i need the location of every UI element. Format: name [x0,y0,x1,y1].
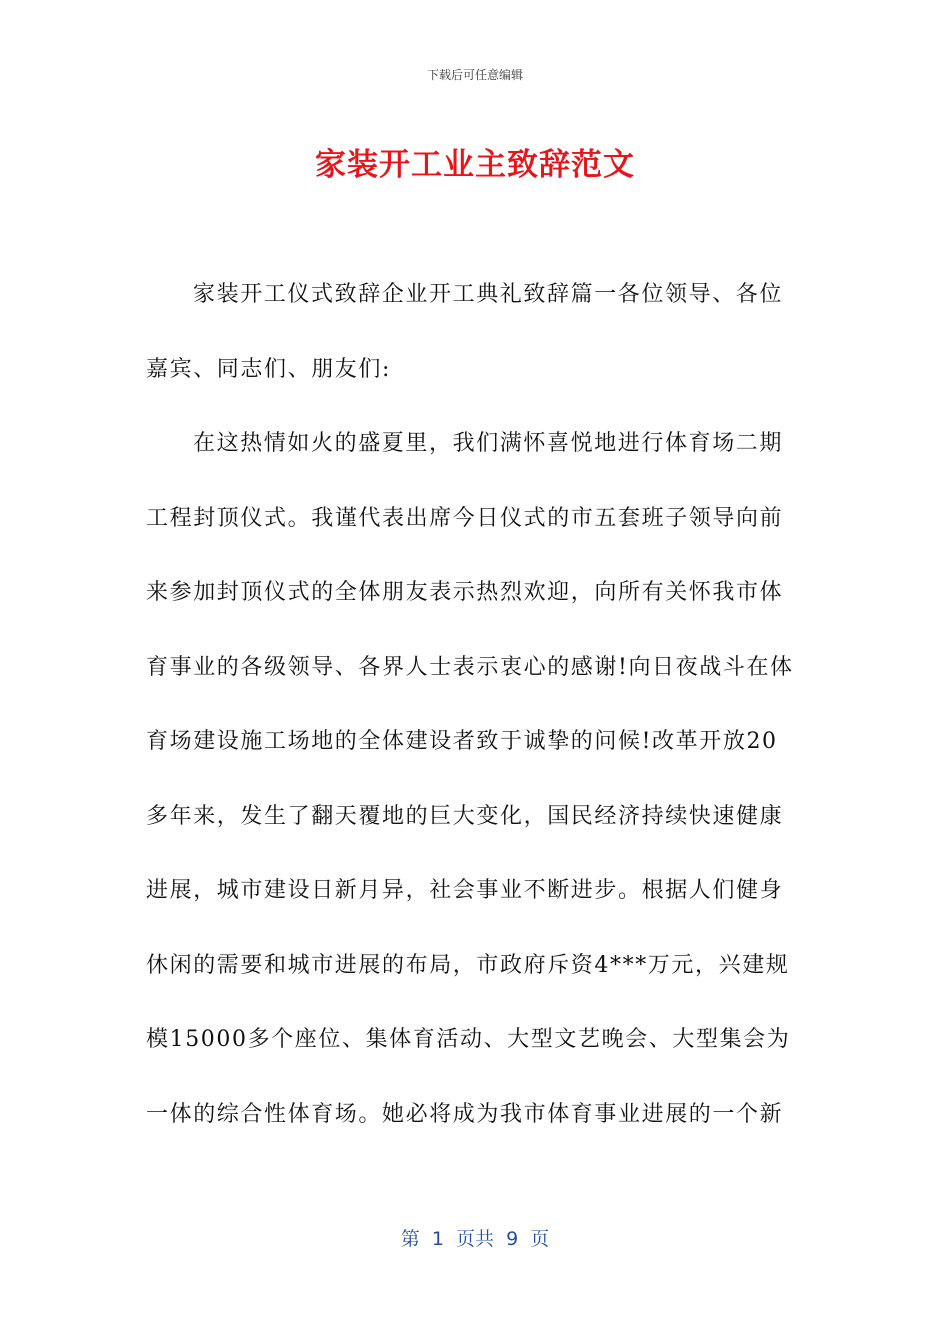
document-body [146,266,804,1160]
paragraph-line: 育场建设施工场地的全体建设者致于诚挚的问候!改革开放20 [146,729,778,754]
paragraph-line: 来参加封顶仪式的全体朋友表示热烈欢迎，向所有关怀我市体 [146,580,784,605]
document-title: 家装开工业主致辞范文 [315,147,635,183]
page-number-footer: 第 1 页共 9 页 [400,1228,550,1250]
paragraph-line: 嘉宾、同志们、朋友们: [146,356,392,382]
header-note: 下载后可任意编辑 [426,68,523,82]
paragraph-line: 模15000多个座位、集体育活动、大型文艺晚会、大型集会为 [146,1027,791,1052]
paragraph-line: 工程封顶仪式。我谨代表出席今日仪式的市五套班子领导向前 [146,505,784,531]
paragraph-line: 在这热情如火的盛夏里，我们满怀喜悦地进行体育场二期 [193,431,784,456]
paragraph-line: 进展，城市建设日新月异，社会事业不断进步。根据人们健身 [146,878,784,903]
paragraph-line: 育事业的各级领导、各界人士表示衷心的感谢!向日夜战斗在体 [146,654,794,680]
paragraph-line: 一体的综合性体育场。她必将成为我市体育事业进展的一个新 [146,1101,784,1127]
paragraph-line: 休闲的需要和城市进展的布局，市政府斥资4***万元，兴建规 [146,952,790,978]
paragraph-line: 家装开工仪式致辞企业开工典礼致辞篇一各位领导、各位 [193,282,784,307]
paragraph-line: 多年来，发生了翻天覆地的巨大变化，国民经济持续快速健康 [146,803,784,829]
